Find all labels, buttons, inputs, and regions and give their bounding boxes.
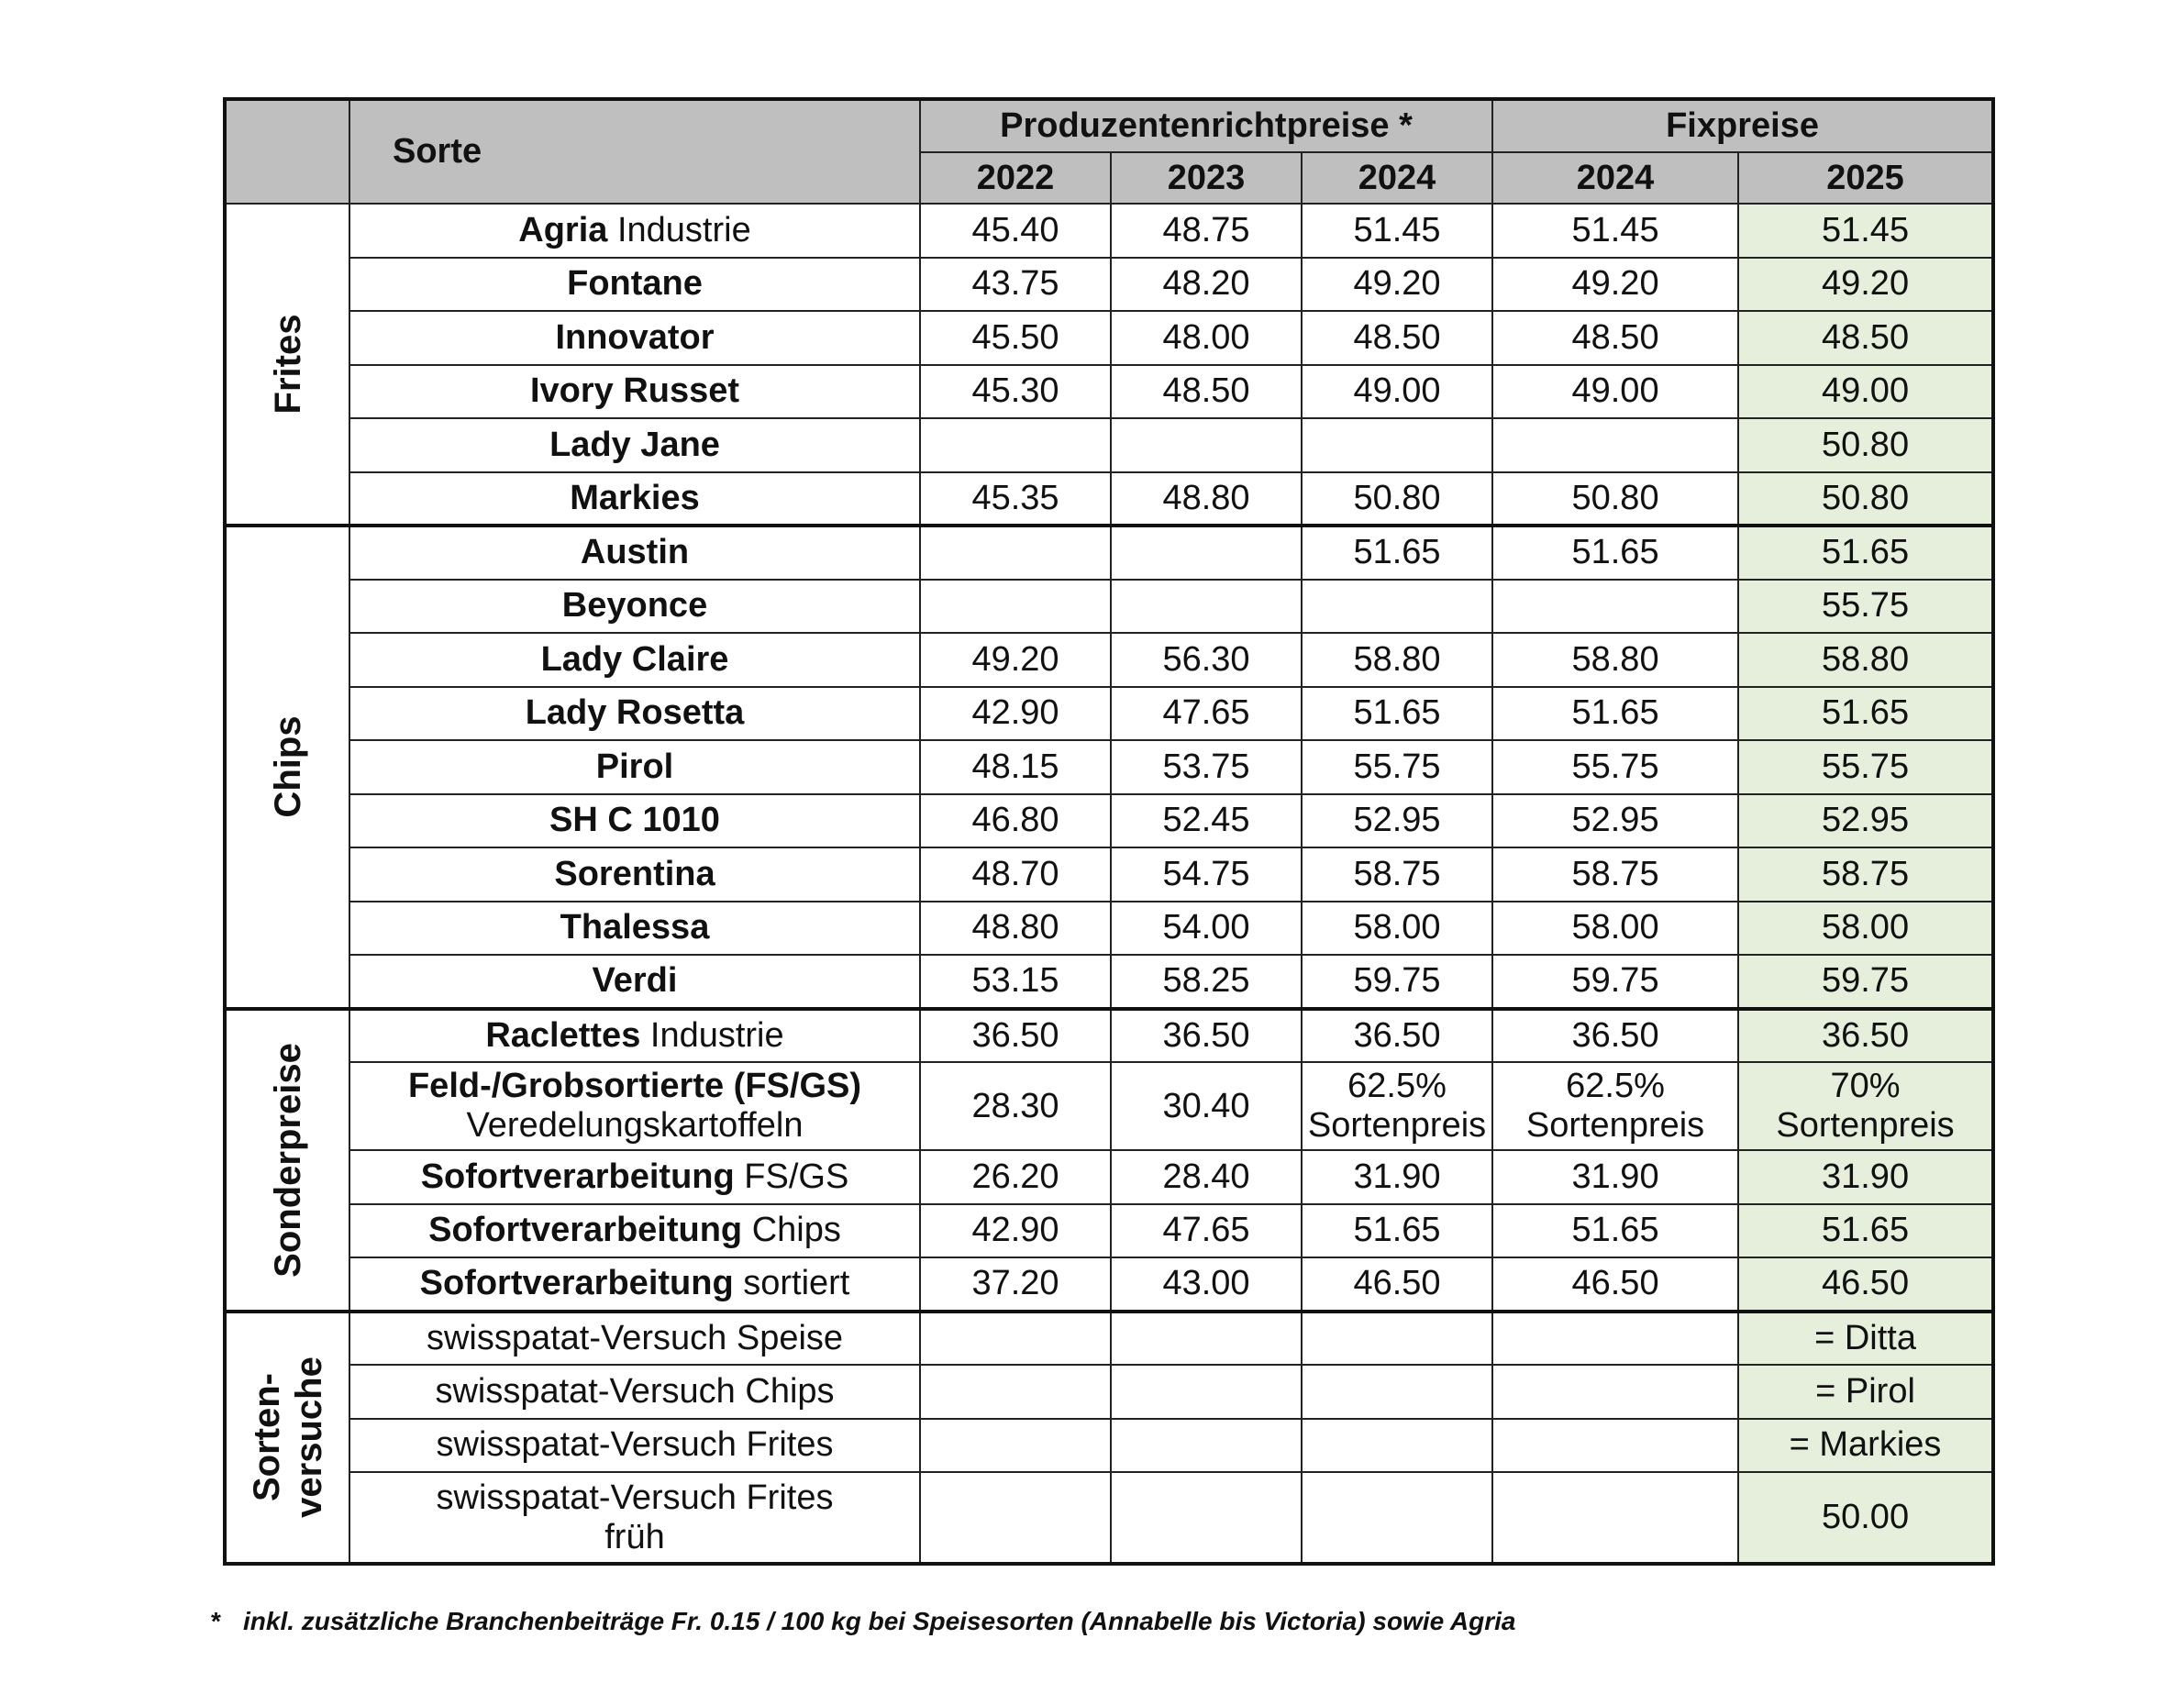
price-val-2022: 28.30 <box>920 1062 1111 1150</box>
variety-name: Agria <box>518 210 608 249</box>
footnote-text: inkl. zusätzliche Branchenbeiträge Fr. 0.15 / 100 kg bei Speisesorten (Annabelle bis Victoria) sowie Agria <box>243 1607 1516 1635</box>
price-fix-2024: 36.50 <box>1492 1009 1738 1063</box>
table-row <box>225 740 1993 794</box>
table-row <box>225 1365 1993 1419</box>
group-label <box>246 1356 330 1518</box>
price-val-2024: 59.75 <box>1302 955 1492 1009</box>
price-val-2023: 52.45 <box>1111 794 1302 848</box>
variety-name: Austin <box>580 533 690 572</box>
price-val-2023: 36.50 <box>1111 1009 1302 1063</box>
price-val-2023: 48.20 <box>1111 258 1302 312</box>
variety-suffix: Chips <box>742 1211 841 1250</box>
variety-cell <box>349 1009 920 1063</box>
price-fix-2024: 51.45 <box>1492 204 1738 258</box>
price-fix-2025: = Pirol <box>1738 1365 1993 1419</box>
variety-suffix: swisspatat-Versuch Speise <box>426 1318 844 1357</box>
price-val-2023: 56.30 <box>1111 633 1302 687</box>
price-val-2023: 48.80 <box>1111 472 1302 526</box>
price-fix-2024: 48.50 <box>1492 311 1738 365</box>
variety-cell <box>349 1257 920 1312</box>
price-percent-note: Sortenpreis <box>1776 1106 1955 1145</box>
price-fix-2025: 59.75 <box>1738 955 1993 1009</box>
price-fix-2024: 52.95 <box>1492 794 1738 848</box>
table-row <box>225 365 1993 419</box>
price-val-2022 <box>920 580 1111 634</box>
header-sorte: Sorte <box>349 99 920 204</box>
variety-name: Sorentina <box>554 854 715 893</box>
variety-suffix: Veredelungskartoffeln <box>466 1106 804 1145</box>
variety-cell <box>349 472 920 526</box>
variety-cell <box>349 687 920 741</box>
table-row <box>225 687 1993 741</box>
price-val-2024: 58.75 <box>1302 847 1492 902</box>
price-val-2024 <box>1302 1365 1492 1419</box>
price-val-2024 <box>1302 418 1492 472</box>
variety-name: Sofortverarbeitung <box>420 1157 735 1196</box>
price-fix-2025: 49.20 <box>1738 258 1993 312</box>
group-label-line: Sonderpreise <box>267 1042 308 1278</box>
variety-cell <box>349 740 920 794</box>
group-label-cell <box>225 1009 349 1312</box>
group-label <box>267 315 309 415</box>
price-val-2023 <box>1111 1365 1302 1419</box>
price-fix-2024: 31.90 <box>1492 1150 1738 1204</box>
table-row <box>225 418 1993 472</box>
variety-cell <box>349 1312 920 1366</box>
price-val-2023: 28.40 <box>1111 1150 1302 1204</box>
price-val-2024: 36.50 <box>1302 1009 1492 1063</box>
price-val-2023: 54.00 <box>1111 902 1302 956</box>
variety-suffix: sortiert <box>733 1264 850 1303</box>
variety-name: Lady Rosetta <box>525 693 745 733</box>
variety-name: Lady Jane <box>549 425 720 464</box>
price-val-2023: 43.00 <box>1111 1257 1302 1312</box>
price-fix-2025: 55.75 <box>1738 580 1993 634</box>
price-val-2024 <box>1302 1312 1492 1366</box>
price-val-2024: 51.45 <box>1302 204 1492 258</box>
variety-suffix: Industrie <box>607 210 751 249</box>
price-val-2022: 49.20 <box>920 633 1111 687</box>
group-label-line: Sorten- <box>246 1373 287 1502</box>
variety-name: Sofortverarbeitung <box>419 1264 734 1303</box>
table-row <box>225 902 1993 956</box>
price-fix-2024: 51.65 <box>1492 1204 1738 1258</box>
price-fix-2025: 50.80 <box>1738 418 1993 472</box>
price-fix-2024: 46.50 <box>1492 1257 1738 1312</box>
price-val-2022 <box>920 1472 1111 1564</box>
table-row <box>225 1009 1993 1063</box>
price-table <box>223 97 1995 1566</box>
price-val-2023: 54.75 <box>1111 847 1302 902</box>
variety-cell <box>349 955 920 1009</box>
price-val-2023 <box>1111 1419 1302 1473</box>
table-body <box>225 204 1993 1564</box>
price-val-2022: 53.15 <box>920 955 1111 1009</box>
variety-cell <box>349 580 920 634</box>
variety-cell <box>349 1204 920 1258</box>
price-val-2023: 47.65 <box>1111 687 1302 741</box>
price-fix-2024 <box>1492 418 1738 472</box>
variety-suffix-line2: früh <box>604 1517 665 1556</box>
price-fix-2024 <box>1492 1312 1738 1366</box>
price-fix-2024 <box>1492 1472 1738 1564</box>
price-fix-2024: 58.75 <box>1492 847 1738 902</box>
price-fix-2025: 50.00 <box>1738 1472 1993 1564</box>
price-fix-2025: 51.65 <box>1738 1204 1993 1258</box>
price-val-2024: 49.00 <box>1302 365 1492 419</box>
price-fix-2024: 51.65 <box>1492 687 1738 741</box>
price-fix-2025: = Ditta <box>1738 1312 1993 1366</box>
header-fixpreise: Fixpreise <box>1492 99 1993 152</box>
variety-name: Beyonce <box>561 586 708 626</box>
header-year-2022: 2022 <box>920 152 1111 204</box>
table-row <box>225 472 1993 526</box>
price-fix-2025: 52.95 <box>1738 794 1993 848</box>
variety-cell <box>349 204 920 258</box>
price-percent: 70% <box>1830 1067 1901 1106</box>
price-val-2022: 43.75 <box>920 258 1111 312</box>
price-fix-2025 <box>1738 1062 1993 1150</box>
variety-cell <box>349 418 920 472</box>
price-fix-2025: 58.00 <box>1738 902 1993 956</box>
price-val-2024 <box>1302 1419 1492 1473</box>
variety-name: Pirol <box>595 747 674 786</box>
table-row <box>225 1419 1993 1473</box>
header-fix-year-2024: 2024 <box>1492 152 1738 204</box>
table-row <box>225 580 1993 634</box>
table-row <box>225 526 1993 580</box>
price-val-2023: 58.25 <box>1111 955 1302 1009</box>
variety-suffix: swisspatat-Versuch Frites <box>436 1478 834 1517</box>
price-val-2024: 51.65 <box>1302 526 1492 580</box>
price-fix-2024: 55.75 <box>1492 740 1738 794</box>
price-val-2023: 48.00 <box>1111 311 1302 365</box>
table-row <box>225 955 1993 1009</box>
table-row <box>225 1472 1993 1564</box>
variety-cell <box>349 1150 920 1204</box>
price-val-2024: 50.80 <box>1302 472 1492 526</box>
price-val-2024: 48.50 <box>1302 311 1492 365</box>
variety-cell <box>349 258 920 312</box>
variety-suffix: FS/GS <box>734 1157 849 1196</box>
price-fix-2024: 50.80 <box>1492 472 1738 526</box>
price-val-2022 <box>920 526 1111 580</box>
group-label-cell <box>225 204 349 526</box>
variety-name: Ivory Russet <box>529 371 740 411</box>
group-label-cell <box>225 526 349 1009</box>
price-fix-2024: 49.20 <box>1492 258 1738 312</box>
price-fix-2024 <box>1492 1419 1738 1473</box>
table-row <box>225 311 1993 365</box>
price-val-2022: 42.90 <box>920 687 1111 741</box>
price-val-2022: 45.35 <box>920 472 1111 526</box>
variety-cell <box>349 794 920 848</box>
group-label-cell <box>225 1312 349 1565</box>
price-fix-2024 <box>1492 580 1738 634</box>
price-val-2022: 45.50 <box>920 311 1111 365</box>
variety-cell <box>349 365 920 419</box>
price-val-2023 <box>1111 580 1302 634</box>
variety-name: Feld-/Grobsortierte (FS/GS) <box>407 1067 862 1106</box>
header-produzentenrichtpreise: Produzentenrichtpreise * <box>920 99 1492 152</box>
price-val-2024: 51.65 <box>1302 1204 1492 1258</box>
price-val-2024: 51.65 <box>1302 687 1492 741</box>
price-fix-2024 <box>1492 1062 1738 1150</box>
price-fix-2024: 58.80 <box>1492 633 1738 687</box>
price-val-2022: 48.70 <box>920 847 1111 902</box>
price-fix-2025: 58.80 <box>1738 633 1993 687</box>
price-fix-2025: 55.75 <box>1738 740 1993 794</box>
table-row <box>225 258 1993 312</box>
price-fix-2024: 51.65 <box>1492 526 1738 580</box>
table-row <box>225 1150 1993 1204</box>
table-row <box>225 1204 1993 1258</box>
price-val-2022: 45.30 <box>920 365 1111 419</box>
price-val-2023 <box>1111 1472 1302 1564</box>
price-val-2022 <box>920 1419 1111 1473</box>
price-fix-2025: 36.50 <box>1738 1009 1993 1063</box>
variety-suffix: swisspatat-Versuch Chips <box>435 1371 835 1411</box>
price-val-2023 <box>1111 526 1302 580</box>
group-label-line: versuche <box>288 1356 329 1519</box>
header-fix-year-2025: 2025 <box>1738 152 1993 204</box>
price-val-2023: 48.50 <box>1111 365 1302 419</box>
variety-cell <box>349 526 920 580</box>
price-val-2024: 49.20 <box>1302 258 1492 312</box>
variety-cell <box>349 1365 920 1419</box>
price-fix-2024 <box>1492 1365 1738 1419</box>
price-val-2022: 26.20 <box>920 1150 1111 1204</box>
variety-suffix: swisspatat-Versuch Frites <box>436 1425 834 1465</box>
price-fix-2025: 48.50 <box>1738 311 1993 365</box>
footnote-star: * <box>211 1607 221 1635</box>
table-row <box>225 847 1993 902</box>
table-row <box>225 204 1993 258</box>
price-val-2023: 53.75 <box>1111 740 1302 794</box>
price-val-2022: 48.80 <box>920 902 1111 956</box>
variety-cell <box>349 902 920 956</box>
price-val-2023 <box>1111 418 1302 472</box>
variety-name: Fontane <box>567 264 703 304</box>
price-val-2024: 58.80 <box>1302 633 1492 687</box>
table-row <box>225 1062 1993 1150</box>
price-val-2024 <box>1302 1062 1492 1150</box>
variety-cell <box>349 1472 920 1564</box>
variety-name: Innovator <box>555 317 715 357</box>
price-val-2024: 55.75 <box>1302 740 1492 794</box>
header-year-2024: 2024 <box>1302 152 1492 204</box>
variety-cell <box>349 311 920 365</box>
price-table-container <box>223 97 1991 1566</box>
price-fix-2025: 58.75 <box>1738 847 1993 902</box>
price-fix-2025: 50.80 <box>1738 472 1993 526</box>
price-val-2024 <box>1302 580 1492 634</box>
group-label-line: Chips <box>267 715 308 818</box>
variety-suffix: Industrie <box>640 1015 784 1055</box>
price-val-2024: 58.00 <box>1302 902 1492 956</box>
price-fix-2025: 51.65 <box>1738 526 1993 580</box>
price-fix-2025: 49.00 <box>1738 365 1993 419</box>
price-fix-2024: 59.75 <box>1492 955 1738 1009</box>
price-val-2023 <box>1111 1312 1302 1366</box>
variety-cell <box>349 847 920 902</box>
group-label <box>267 716 309 818</box>
price-val-2022 <box>920 418 1111 472</box>
variety-name: Sofortverarbeitung <box>428 1211 743 1250</box>
table-row <box>225 633 1993 687</box>
price-fix-2025: 31.90 <box>1738 1150 1993 1204</box>
price-val-2024: 52.95 <box>1302 794 1492 848</box>
variety-name: Verdi <box>592 961 678 1001</box>
price-fix-2025: = Markies <box>1738 1419 1993 1473</box>
price-val-2022: 36.50 <box>920 1009 1111 1063</box>
price-val-2022: 48.15 <box>920 740 1111 794</box>
group-label <box>267 1043 309 1278</box>
price-percent: 62.5% <box>1347 1067 1447 1106</box>
variety-name: Lady Claire <box>540 639 729 679</box>
price-fix-2025: 46.50 <box>1738 1257 1993 1312</box>
price-val-2023: 47.65 <box>1111 1204 1302 1258</box>
price-val-2024: 46.50 <box>1302 1257 1492 1312</box>
price-fix-2025: 51.65 <box>1738 687 1993 741</box>
footnote <box>211 1607 1516 1636</box>
price-val-2024: 31.90 <box>1302 1150 1492 1204</box>
header-year-2023: 2023 <box>1111 152 1302 204</box>
variety-cell <box>349 633 920 687</box>
price-val-2022 <box>920 1365 1111 1419</box>
table-row <box>225 1257 1993 1312</box>
price-val-2023: 30.40 <box>1111 1062 1302 1150</box>
table-row <box>225 794 1993 848</box>
price-val-2022: 37.20 <box>920 1257 1111 1312</box>
price-val-2022: 42.90 <box>920 1204 1111 1258</box>
price-val-2022: 46.80 <box>920 794 1111 848</box>
variety-cell <box>349 1062 920 1150</box>
variety-name: Raclettes <box>485 1015 641 1055</box>
variety-name: Thalessa <box>560 908 710 947</box>
price-fix-2024: 49.00 <box>1492 365 1738 419</box>
variety-name: Markies <box>570 478 700 517</box>
price-val-2022: 45.40 <box>920 204 1111 258</box>
price-fix-2025: 51.45 <box>1738 204 1993 258</box>
header-corner <box>225 99 349 204</box>
price-percent-note: Sortenpreis <box>1307 1106 1487 1145</box>
price-percent-note: Sortenpreis <box>1525 1106 1705 1145</box>
group-label-line: Frites <box>267 314 308 415</box>
table-row <box>225 1312 1993 1366</box>
price-fix-2024: 58.00 <box>1492 902 1738 956</box>
price-percent: 62.5% <box>1566 1067 1665 1106</box>
price-val-2023: 48.75 <box>1111 204 1302 258</box>
price-val-2024 <box>1302 1472 1492 1564</box>
variety-name: SH C 1010 <box>549 801 720 840</box>
variety-cell <box>349 1419 920 1473</box>
price-val-2022 <box>920 1312 1111 1366</box>
